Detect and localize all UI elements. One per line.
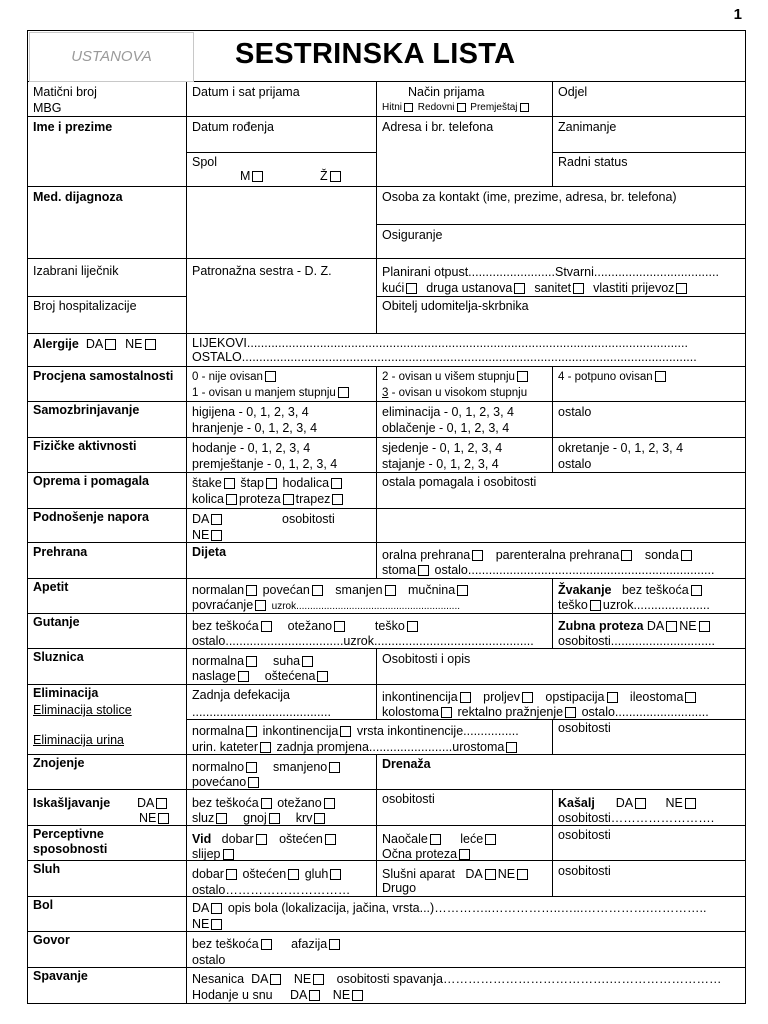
aparat-ne-checkbox[interactable] (517, 869, 528, 880)
vid-dobar-checkbox[interactable] (256, 834, 267, 845)
procjena-3: 3 - ovisan u visokom stupnju (382, 387, 528, 399)
spavanje-row1: Nesanica DA NE osobitosti spavanja………………………………….……………………… (192, 972, 722, 986)
nesanica-da-checkbox[interactable] (270, 974, 281, 985)
hodalica-checkbox[interactable] (331, 478, 342, 489)
stolica-row2: kolostoma rektalno pražnjenje ostalo........................... (382, 705, 709, 719)
podnosenje-da-checkbox[interactable] (211, 514, 222, 525)
oprema-row1: štake štap hodalica (192, 476, 344, 490)
sluh-drugo: Drugo (382, 881, 417, 895)
procjena-1-checkbox[interactable] (338, 387, 349, 398)
sluh-ostalo: ostalo………………………… (192, 883, 351, 897)
procjena-2: 2 - ovisan u višem stupnju (382, 371, 530, 384)
osoba-kontakt-label: Osoba za kontakt (ime, prezime, adresa, br. telefona) (382, 190, 677, 204)
eliminacija-stolice-label: Eliminacija stolice (33, 703, 132, 717)
zvakanje-tesko-checkbox[interactable] (590, 600, 601, 611)
normalan-checkbox[interactable] (246, 585, 257, 596)
znojenje-row1: normalno smanjeno (192, 760, 342, 774)
mbg-label: MBG (33, 101, 62, 115)
procjena-label: Procjena samostalnosti (33, 369, 174, 383)
sluh-ostecen-checkbox[interactable] (288, 869, 299, 880)
iskasljavanje-da: DA (137, 796, 169, 810)
osiguranje-label: Osiguranje (382, 228, 443, 242)
fizicke-ostalo: ostalo (558, 457, 592, 471)
sluh-row1: dobar oštećen gluh (192, 867, 343, 881)
sjedenje: sjedenje - 0, 1, 2, 3, 4 (382, 441, 503, 455)
zvakanje-row1: Žvakanje bez teškoća (558, 583, 704, 597)
spol-m-checkbox[interactable] (252, 171, 263, 182)
apetit-row2: povraćanje uzrok........................................................... (192, 598, 461, 612)
procjena-1: 1 - ovisan u manjem stupnju (192, 387, 351, 400)
samozbr-ostalo: ostalo (558, 405, 592, 419)
iskasljavanje-ne: NE (139, 811, 171, 825)
povracanje-checkbox[interactable] (255, 600, 266, 611)
vid-row1: Vid dobar oštećen (192, 832, 338, 846)
redovni-label: Redovni (417, 102, 455, 113)
govor-ostalo: ostalo (192, 953, 226, 967)
kasalj-row: Kašalj DA NE (558, 796, 698, 810)
alergije-row: Alergije DA NE (33, 337, 158, 351)
gutanje-bez-checkbox[interactable] (261, 621, 272, 632)
hranjenje: hranjenje - 0, 1, 2, 3, 4 (192, 421, 318, 435)
dijeta-label: Dijeta (192, 545, 227, 559)
druga-ustanova-checkbox[interactable] (514, 283, 525, 294)
iskasljavanje-row1: bez teškoća otežano (192, 796, 337, 810)
odjel-label: Odjel (558, 85, 588, 99)
spol-z-checkbox[interactable] (330, 171, 341, 182)
obitelj-label: Obitelj udomitelja-skrbnika (382, 299, 529, 313)
proljev-checkbox[interactable] (522, 692, 533, 703)
perceptivne-label-2: sposobnosti (33, 842, 108, 856)
stap-checkbox[interactable] (266, 478, 277, 489)
hodanje-snu-da-checkbox[interactable] (309, 990, 320, 1001)
podnosenje-label: Podnošenje napora (33, 510, 149, 524)
datum-prijama-label: Datum i sat prijama (192, 85, 300, 99)
spol-z: Ž (320, 169, 343, 183)
vid-row2: slijep (192, 847, 236, 861)
vid-ostecen-checkbox[interactable] (325, 834, 336, 845)
iskasljavanje-da-checkbox[interactable] (156, 798, 167, 809)
page-title: SESTRINSKA LISTA (235, 38, 516, 70)
povecano-checkbox[interactable] (248, 777, 259, 788)
procjena-4: 4 - potpuno ovisan (558, 371, 668, 384)
sluznica-osobitosti: Osobitosti i opis (382, 652, 471, 666)
sluznica-ostecena-checkbox[interactable] (317, 671, 328, 682)
sluh-dobar-checkbox[interactable] (226, 869, 237, 880)
govor-row1: bez teškoća afazija (192, 937, 342, 951)
datum-rodjenja-label: Datum rođenja (192, 120, 274, 134)
lijekovi-line: LIJEKOVI............................................................................................................................... (192, 336, 688, 350)
govor-label: Govor (33, 933, 70, 947)
bol-da-checkbox[interactable] (211, 903, 222, 914)
lece-checkbox[interactable] (485, 834, 496, 845)
stoma-checkbox[interactable] (418, 565, 429, 576)
ostala-pomagala: ostala pomagala i osobitosti (382, 475, 537, 489)
smanjen-checkbox[interactable] (385, 585, 396, 596)
kasalj-osobitosti: osobitosti……………………. (558, 811, 715, 825)
zubna-ne-checkbox[interactable] (699, 621, 710, 632)
urin-osobitosti: osobitosti (558, 721, 611, 735)
podnosenje-osobitosti: osobitosti (282, 512, 335, 526)
izabrani-lijecnik-label: Izabrani liječnik (33, 264, 119, 278)
sluz-checkbox[interactable] (216, 813, 227, 824)
zvakanje-bez-checkbox[interactable] (691, 585, 702, 596)
urin-row1: normalna inkontinencija vrsta inkontinencije................ (192, 724, 519, 738)
perceptivne-label-1: Perceptivne (33, 827, 104, 841)
premjestaj-label: Premještaj (470, 102, 518, 113)
procjena-0-checkbox[interactable] (265, 371, 276, 382)
higijena: higijena - 0, 1, 2, 3, 4 (192, 405, 309, 419)
govor-bez-checkbox[interactable] (261, 939, 272, 950)
fizicke-label: Fizičke aktivnosti (33, 439, 137, 453)
eliminacija-score: eliminacija - 0, 1, 2, 3, 4 (382, 405, 515, 419)
sluznica-normalna-checkbox[interactable] (246, 656, 257, 667)
urin-normalna-checkbox[interactable] (246, 726, 257, 737)
gutanje-otezano-checkbox[interactable] (334, 621, 345, 632)
oprema-row2: kolica proteza trapez (192, 492, 345, 506)
kolica-checkbox[interactable] (226, 494, 237, 505)
parenteralna-checkbox[interactable] (621, 550, 632, 561)
zadnja-defekacija-label: Zadnja defekacija (192, 688, 290, 702)
iskasljavanje-row2: sluz gnoj krv (192, 811, 327, 825)
okretanje: okretanje - 0, 1, 2, 3, 4 (558, 441, 684, 455)
procjena-4-checkbox[interactable] (655, 371, 666, 382)
ocna-proteza-checkbox[interactable] (459, 849, 470, 860)
proteza-checkbox[interactable] (283, 494, 294, 505)
spavanje-label: Spavanje (33, 969, 88, 983)
urin-row2: urin. kateter zadnja promjena........................urostoma (192, 740, 519, 754)
radni-status-label: Radni status (558, 155, 628, 169)
eliminacija-urina-label: Eliminacija urina (33, 733, 125, 747)
planirani-otpust: Planirani otpust.........................Stvarni.................................... (382, 265, 719, 279)
kasalj-ne-checkbox[interactable] (685, 798, 696, 809)
hitni-checkbox[interactable] (404, 103, 413, 112)
maticni-label: Matični broj (33, 85, 97, 99)
broj-hosp-label: Broj hospitalizacije (33, 299, 137, 313)
mucnina-checkbox[interactable] (457, 585, 468, 596)
patronazna-label: Patronažna sestra - D. Z. (192, 264, 332, 278)
sluznica-row1: normalna suha (192, 654, 315, 668)
normalno-checkbox[interactable] (246, 762, 257, 773)
ileostoma-checkbox[interactable] (685, 692, 696, 703)
alergije-ne-checkbox[interactable] (145, 339, 156, 350)
apetit-label: Apetit (33, 580, 69, 594)
discharge-options: kući druga ustanova sanitet vlastiti prijevoz (382, 281, 689, 295)
premjestanje: premještanje - 0, 1, 2, 3, 4 (192, 457, 338, 471)
afazija-checkbox[interactable] (329, 939, 340, 950)
sluznica-suha-checkbox[interactable] (302, 656, 313, 667)
kolostoma-checkbox[interactable] (441, 707, 452, 718)
oralna-checkbox[interactable] (472, 550, 483, 561)
bol-row1: DA opis bola (lokalizacija, jačina, vrsta...)…………..……………..…...…………….………….. (192, 901, 707, 915)
urostoma-checkbox[interactable] (506, 742, 517, 753)
sluznica-label: Sluznica (33, 650, 84, 664)
znojenje-label: Znojenje (33, 756, 85, 770)
adresa-label: Adresa i br. telefona (382, 120, 494, 134)
eliminacija-label: Eliminacija (33, 686, 99, 700)
prehrana-row1: oralna prehrana parenteralna prehrana sonda (382, 548, 694, 562)
hodanje-snu-ne-checkbox[interactable] (352, 990, 363, 1001)
procjena-0: 0 - nije ovisan (192, 371, 278, 384)
stake-checkbox[interactable] (224, 478, 235, 489)
spol-m: M (240, 169, 265, 183)
kuci-checkbox[interactable] (406, 283, 417, 294)
iskasljavanje-ne-checkbox[interactable] (158, 813, 169, 824)
ocna-proteza-row: Očna proteza (382, 847, 472, 861)
aparat-da-checkbox[interactable] (485, 869, 496, 880)
gnoj-checkbox[interactable] (269, 813, 280, 824)
kasalj-da-checkbox[interactable] (635, 798, 646, 809)
sluh-osobitosti: osobitosti (558, 864, 611, 878)
vid-slijep-checkbox[interactable] (223, 849, 234, 860)
stolica-inkontinencija-checkbox[interactable] (460, 692, 471, 703)
premjestaj-checkbox[interactable] (520, 103, 529, 112)
urin-inkontinencija-checkbox[interactable] (340, 726, 351, 737)
podnosenje-ne: NE (192, 528, 224, 542)
gutanje-ostalo: ostalo..................................uzrok.............................................. (192, 634, 534, 648)
oprema-label: Oprema i pomagala (33, 474, 150, 488)
trapez-checkbox[interactable] (332, 494, 343, 505)
krv-checkbox[interactable] (314, 813, 325, 824)
sluznica-row2: naslage oštećena (192, 669, 330, 683)
sluznica-naslage-checkbox[interactable] (238, 671, 249, 682)
stolica-row1: inkontinencija proljev opstipacija ileostoma (382, 690, 698, 704)
hitni-label: Hitni (382, 102, 403, 113)
naocale-row: Naočale leće (382, 832, 498, 846)
isk-bez-checkbox[interactable] (261, 798, 272, 809)
nesanica-ne-checkbox[interactable] (313, 974, 324, 985)
institution-logo: USTANOVA (29, 32, 194, 82)
med-dijagnoza-label: Med. dijagnoza (33, 190, 123, 204)
sonda-checkbox[interactable] (681, 550, 692, 561)
sluh-label: Sluh (33, 862, 61, 876)
zvakanje-row2: teško uzrok...................... (558, 598, 710, 612)
sanitet-checkbox[interactable] (573, 283, 584, 294)
iskasljavanje-label: Iskašljavanje (33, 796, 111, 810)
zadnja-defekacija-dots: ........................................ (192, 705, 331, 719)
page-number: 1 (733, 6, 742, 23)
ostalo-line: OSTALO................................................................................................................................... (192, 350, 697, 364)
prehrana-label: Prehrana (33, 545, 88, 559)
isk-otezano-checkbox[interactable] (324, 798, 335, 809)
apetit-row1: normalan povećan smanjen mučnina (192, 583, 470, 597)
rektalno-checkbox[interactable] (565, 707, 576, 718)
slusni-aparat-row: Slušni aparat DA NE (382, 867, 530, 881)
gutanje-row1: bez teškoća otežano teško (192, 619, 420, 633)
procjena-2-checkbox[interactable] (517, 371, 528, 382)
gutanje-label: Gutanje (33, 615, 80, 629)
spol-label: Spol (192, 155, 218, 169)
ime-prezime-label: Ime i prezime (33, 120, 113, 134)
hodanje: hodanje - 0, 1, 2, 3, 4 (192, 441, 311, 455)
zubna-proteza: Zubna proteza DA NE (558, 619, 712, 633)
zubna-da-checkbox[interactable] (666, 621, 677, 632)
znojenje-row2: povećano (192, 775, 261, 789)
perceptivne-osobitosti: osobitosti (558, 828, 611, 842)
podnosenje-ne-checkbox[interactable] (211, 530, 222, 541)
bol-row2: NE (192, 917, 224, 931)
nacin-prijama-options (382, 102, 531, 114)
oblacenje: oblačenje - 0, 1, 2, 3, 4 (382, 421, 510, 435)
urin-kateter-checkbox[interactable] (260, 742, 271, 753)
opstipacija-checkbox[interactable] (607, 692, 618, 703)
iskasljavanje-osobitosti: osobitosti (382, 792, 435, 806)
stajanje: stajanje - 0, 1, 2, 3, 4 (382, 457, 499, 471)
bol-ne-checkbox[interactable] (211, 919, 222, 930)
prehrana-row2: stoma ostalo....................................................................... (382, 563, 715, 577)
drenaza-label: Drenaža (382, 757, 431, 771)
zubna-osobitosti: osobitosti.............................. (558, 634, 715, 648)
alergije-da-checkbox[interactable] (105, 339, 116, 350)
naocale-checkbox[interactable] (430, 834, 441, 845)
sluh-gluh-checkbox[interactable] (330, 869, 341, 880)
samozbrinjavanje-label: Samozbrinjavanje (33, 403, 140, 417)
redovni-checkbox[interactable] (457, 103, 466, 112)
povecan-checkbox[interactable] (312, 585, 323, 596)
spavanje-row2: Hodanje u snu DA NE (192, 988, 365, 1002)
podnosenje-da: DA (192, 512, 224, 526)
vlastiti-prijevoz-checkbox[interactable] (676, 283, 687, 294)
gutanje-tesko-checkbox[interactable] (407, 621, 418, 632)
zanimanje-label: Zanimanje (558, 120, 617, 134)
nacin-prijama-label: Način prijama (408, 85, 485, 99)
smanjeno-checkbox[interactable] (329, 762, 340, 773)
bol-label: Bol (33, 898, 54, 912)
